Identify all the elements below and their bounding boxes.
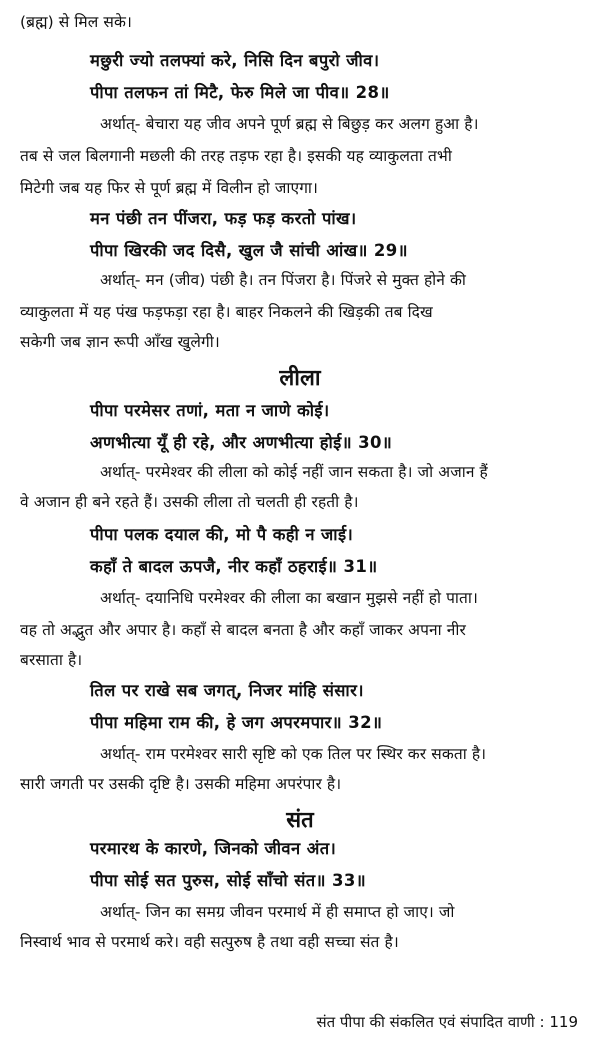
verse-line: पीपा सोई सत पुरुस, सोई साँचो संत॥ 33॥ xyxy=(90,871,367,890)
section-heading: संत xyxy=(286,808,314,833)
commentary-line: अर्थात्- राम परमेश्वर सारी सृष्टि को एक तिल पर स्थिर कर सकता है। xyxy=(100,745,487,763)
commentary-line: बरसाता है। xyxy=(20,651,83,669)
section-heading: लीला xyxy=(279,366,321,391)
commentary-line: अर्थात्- जिन का समग्र जीवन परमार्थ में ही समाप्त हो जाए। जो xyxy=(100,903,455,921)
commentary-line: अर्थात्- परमेश्वर की लीला को कोई नहीं जान सकता है। जो अजान हैं xyxy=(100,463,488,481)
verse-line: मन पंछी तन पींजरा, फड़ फड़ करतो पांख। xyxy=(90,209,357,228)
page-footer: संत पीपा की संकलित एवं संपादित वाणी : 119 xyxy=(316,1013,578,1031)
commentary-line: तब से जल बिलगानी मछली की तरह तड़फ रहा है। इसकी यह व्याकुलता तभी xyxy=(20,147,452,165)
commentary-line: अर्थात्- मन (जीव) पंछी है। तन पिंजरा है। पिंजरे से मुक्त होने की xyxy=(100,271,467,289)
commentary-line: वे अजान ही बने रहते हैं। उसकी लीला तो चलती ही रहती है। xyxy=(20,493,359,511)
commentary-line: मिटेगी जब यह फिर से पूर्ण ब्रह्म में विलीन हो जाएगा। xyxy=(20,179,319,197)
verse-line: पीपा तलफन तां मिटै, फेरु मिले जा पीव॥ 28॥ xyxy=(90,83,390,102)
verse-line: अणभीत्या यूँ ही रहे, और अणभीत्या होई॥ 30॥ xyxy=(90,433,393,452)
verse-line: पीपा पलक दयाल की, मो पै कही न जाई। xyxy=(90,525,354,544)
commentary-line: अर्थात्- दयानिधि परमेश्वर की लीला का बखान मुझसे नहीं हो पाता। xyxy=(100,589,478,607)
commentary-line: (ब्रह्म) से मिल सके। xyxy=(20,13,132,31)
commentary-line: सारी जगती पर उसकी दृष्टि है। उसकी महिमा अपरंपार है। xyxy=(20,775,342,793)
verse-line: मछुरी ज्यो तलफ्यां करे, निसि दिन बपुरो जीव। xyxy=(90,51,380,70)
verse-line: पीपा महिमा राम की, हे जग अपरमपार॥ 32॥ xyxy=(90,713,383,732)
commentary-line: वह तो अद्भुत और अपार है। कहाँ से बादल बनता है और कहाँ जाकर अपना नीर xyxy=(20,621,466,639)
verse-line: कहाँ ते बादल ऊपजै, नीर कहाँ ठहराई॥ 31॥ xyxy=(90,557,378,576)
verse-line: पीपा परमेसर तणां, मता न जाणे कोई। xyxy=(90,401,330,420)
commentary-line: व्याकुलता में यह पंख फड़फड़ा रहा है। बाहर निकलने की खिड़की तब दिख xyxy=(20,303,433,321)
verse-line: तिल पर राखे सब जगत्, निजर मांहि संसार। xyxy=(90,681,364,700)
verse-line: परमारथ के कारणे, जिनको जीवन अंत। xyxy=(90,839,337,858)
commentary-line: अर्थात्- बेचारा यह जीव अपने पूर्ण ब्रह्म से बिछुड़ कर अलग हुआ है। xyxy=(100,115,479,133)
verse-line: पीपा खिरकी जद दिसै, खुल जै सांची आंख॥ 29॥ xyxy=(90,241,408,260)
commentary-line: निस्वार्थ भाव से परमार्थ करे। वही सत्पुरुष है तथा वही सच्चा संत है। xyxy=(20,933,399,951)
commentary-line: सकेगी जब ज्ञान रूपी आँख खुलेगी। xyxy=(20,333,220,351)
